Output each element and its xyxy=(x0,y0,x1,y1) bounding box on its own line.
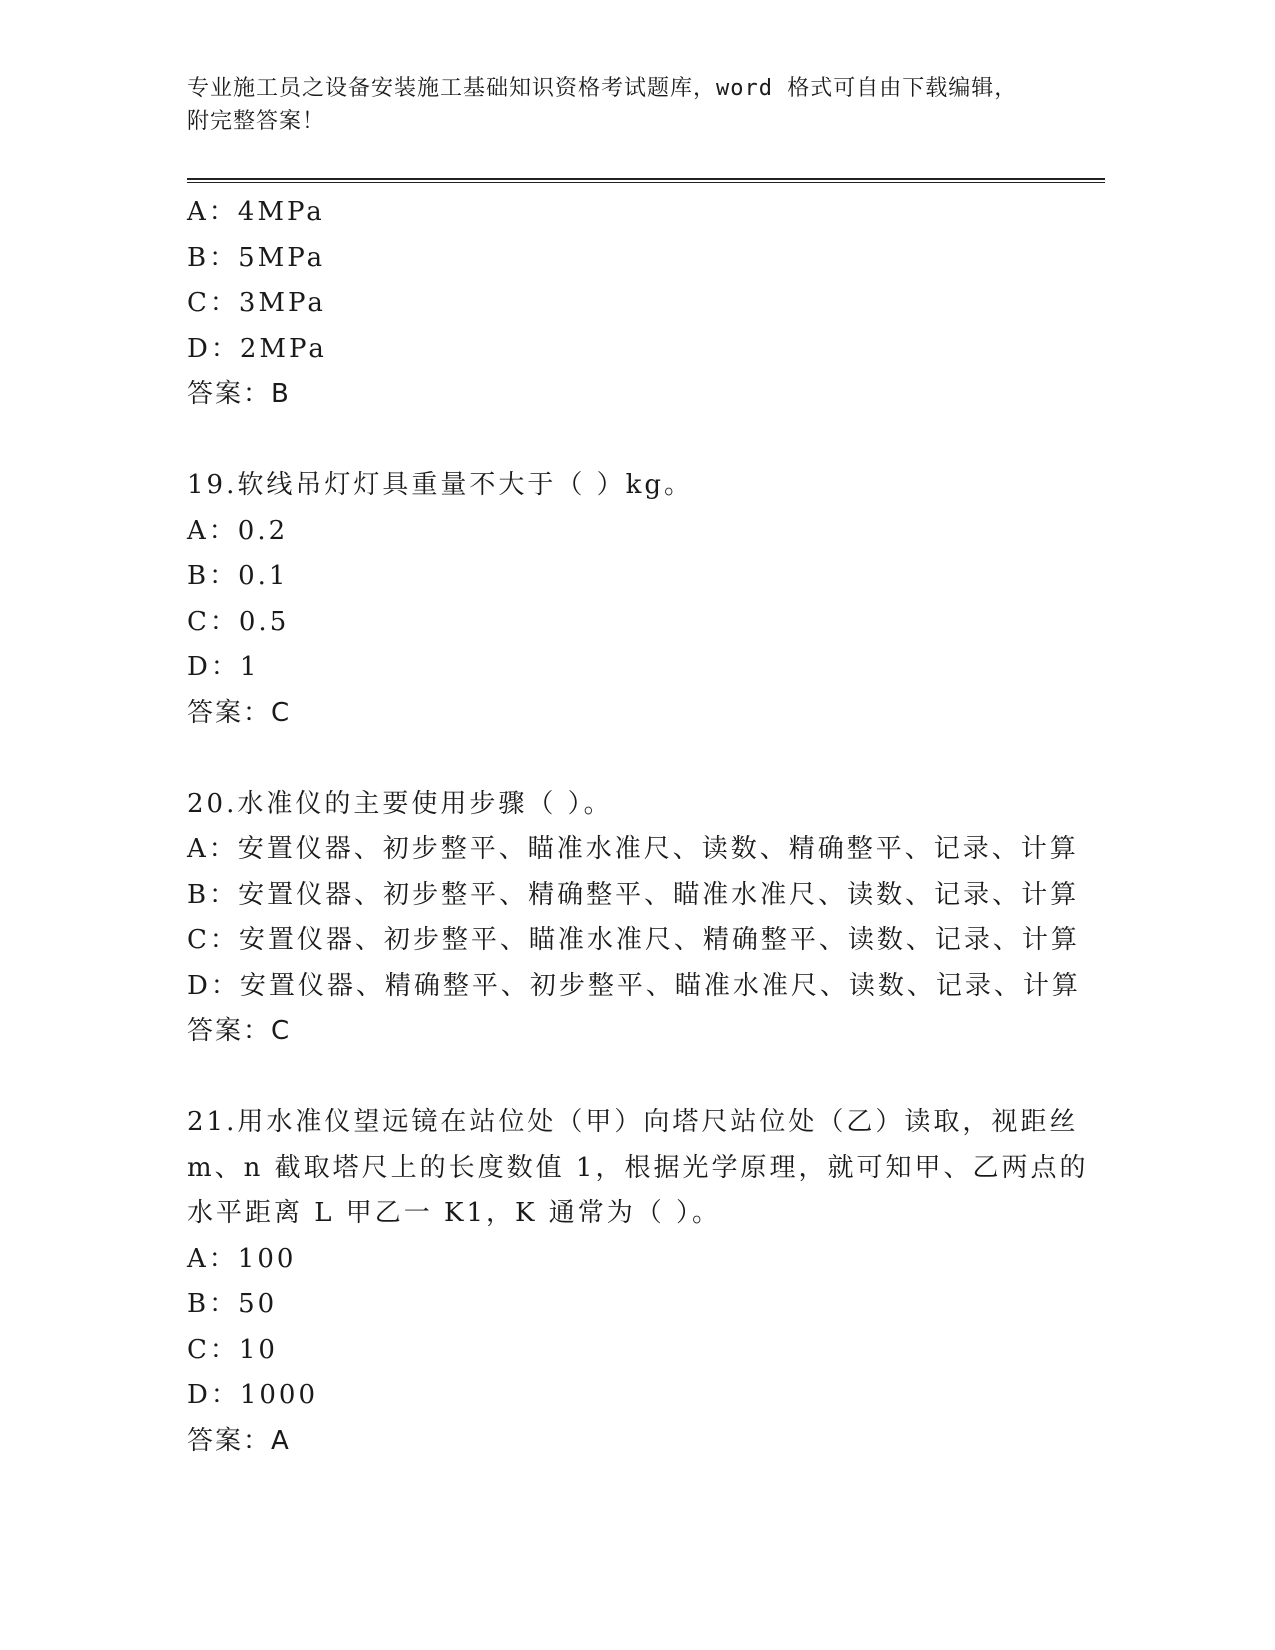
question-text-line-2: m、n 截取塔尺上的长度数值 1，根据光学原理，就可知甲、乙两点的 xyxy=(187,1152,1089,1183)
option-c: C：0.5 xyxy=(187,606,290,637)
spacer xyxy=(187,418,1087,464)
option-a: A：0.2 xyxy=(187,515,289,546)
option-d: D：2MPa xyxy=(187,333,327,364)
option-c: C：安置仪器、初步整平、瞄准水准尺、精确整平、读数、记录、计算 xyxy=(187,925,1080,955)
question-block-21 xyxy=(187,1100,1087,1464)
question-text-line-3: 水平距离 L 甲乙一 K1，K 通常为（ ）。 xyxy=(187,1198,721,1228)
option-b: B：0.1 xyxy=(187,561,289,591)
option-b: B：50 xyxy=(187,1289,278,1319)
header-line-1: 专业施工员之设备安装施工基础知识资格考试题库，word 格式可自由下载编辑， xyxy=(187,76,1018,101)
question-content xyxy=(187,190,1087,1464)
option-c: C：3MPa xyxy=(187,288,326,318)
question-block-19 xyxy=(187,463,1087,736)
option-d: D：1 xyxy=(187,652,260,682)
option-a: A：4MPa xyxy=(187,197,325,227)
answer-line: 答案：B xyxy=(187,379,291,409)
option-b: B：安置仪器、初步整平、精确整平、瞄准水准尺、读数、记录、计算 xyxy=(187,879,1080,910)
question-text: 19.软线吊灯灯具重量不大于（ ）kg。 xyxy=(187,470,694,500)
spacer xyxy=(187,736,1087,782)
option-d: D：1000 xyxy=(187,1380,319,1410)
document-header xyxy=(187,72,1087,138)
option-a: A：安置仪器、初步整平、瞄准水准尺、读数、精确整平、记录、计算 xyxy=(187,834,1079,864)
option-d: D：安置仪器、精确整平、初步整平、瞄准水准尺、读数、记录、计算 xyxy=(187,970,1081,1001)
answer-line: 答案：C xyxy=(187,697,292,728)
answer-line: 答案：A xyxy=(187,1425,291,1456)
option-a: A：100 xyxy=(187,1243,297,1274)
header-divider xyxy=(187,178,1105,183)
option-b: B：5MPa xyxy=(187,242,326,273)
header-line-2: 附完整答案！ xyxy=(187,109,326,134)
spacer xyxy=(187,1055,1087,1101)
question-block-20 xyxy=(187,782,1087,1055)
question-text: 20.水准仪的主要使用步骤（ ）。 xyxy=(187,788,613,819)
answer-line: 答案：C xyxy=(187,1016,292,1046)
option-c: C：10 xyxy=(187,1334,278,1365)
question-block-18 xyxy=(187,190,1087,418)
question-text-line-1: 21.用水准仪望远镜在站位处（甲）向塔尺站位处（乙）读取，视距丝 xyxy=(187,1107,1079,1137)
